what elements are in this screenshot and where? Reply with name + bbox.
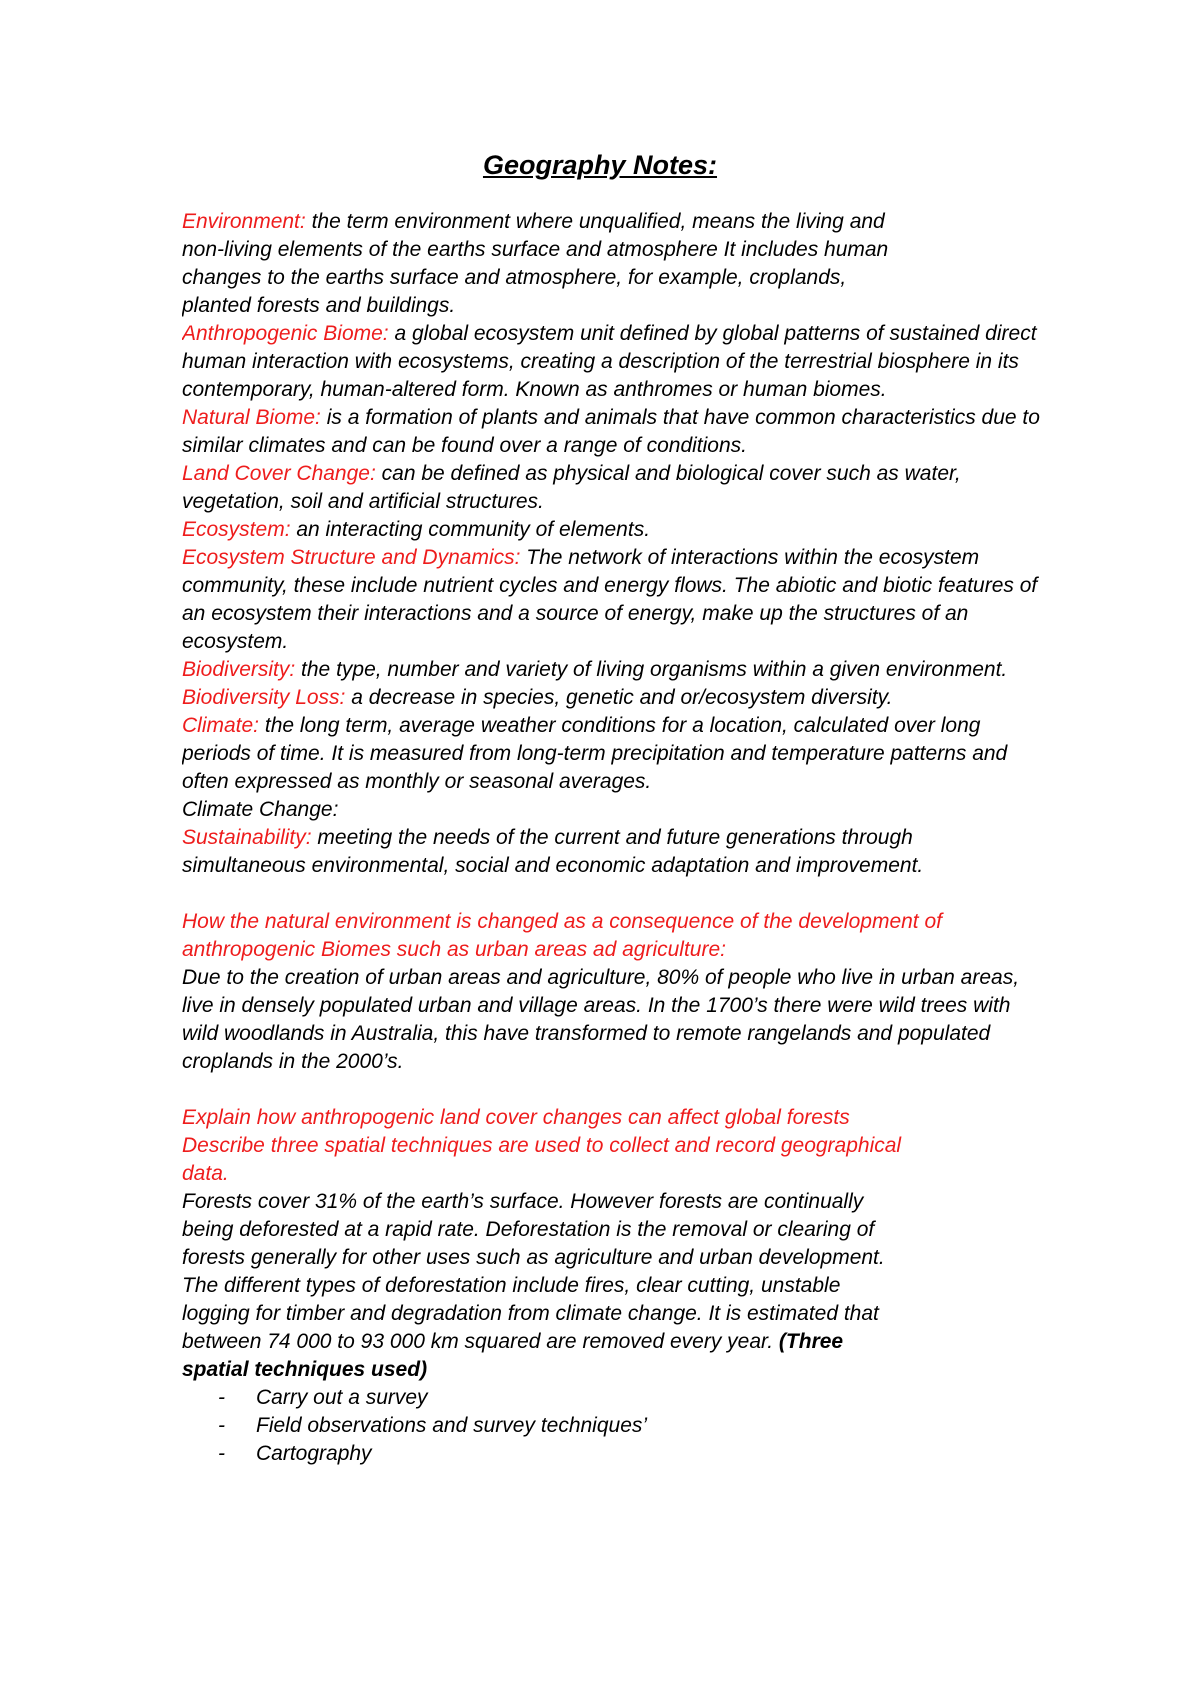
definition-line: human interaction with ecosystems, creating a description of the terrestrial biosphere in its [182, 350, 1019, 373]
body-line: logging for timber and degradation from climate change. It is estimated that [182, 1302, 879, 1325]
definition-term: Ecosystem: [182, 518, 291, 541]
definition-term: Sustainability: [182, 826, 312, 849]
definition-line [182, 208, 1192, 236]
definition-line: simultaneous environmental, social and economic adaptation and improvement. [182, 854, 924, 877]
definition-term: Biodiversity Loss: [182, 686, 346, 709]
definition-text: meeting the needs of the current and future generations through [311, 826, 913, 849]
bold-line: spatial techniques used) [182, 1358, 428, 1381]
body-line: Due to the creation of urban areas and agriculture, 80% of people who live in urban areas, [182, 966, 1020, 989]
body-line: live in densely populated urban and village areas. In the 1700’s there were wild trees with [182, 994, 1011, 1017]
bold-text: (Three [778, 1330, 844, 1353]
section-heading: How the natural environment is changed as a consequence of the development of [182, 910, 942, 933]
definition-line [182, 544, 1192, 572]
paragraph-spacer [182, 880, 1192, 908]
definition-line: planted forests and buildings. [182, 294, 456, 317]
definition-line: periods of time. It is measured from long-term precipitation and temperature patterns and [182, 742, 1008, 765]
definition-line [182, 320, 1192, 348]
bullet-dash: - [218, 1386, 225, 1409]
definition-line: Climate Change: [182, 798, 339, 821]
body-line: Forests cover 31% of the earth’s surface. However forests are continually [182, 1190, 864, 1213]
bullet-dash: - [218, 1442, 225, 1465]
bullet-dash: - [218, 1414, 225, 1437]
section-heading: Explain how anthropogenic land cover changes can affect global forests [182, 1106, 850, 1129]
definition-line [182, 404, 1192, 432]
notes-body [182, 208, 1192, 1468]
definition-line [182, 712, 1192, 740]
list-item [182, 1412, 1192, 1440]
definition-text: the long term, average weather conditions for a location, calculated over long [259, 714, 981, 737]
list-item [182, 1384, 1192, 1412]
definition-term: Anthropogenic Biome: [182, 322, 389, 345]
definition-term: Biodiversity: [182, 658, 296, 681]
body-line: croplands in the 2000’s. [182, 1050, 404, 1073]
definition-term: Environment: [182, 210, 306, 233]
definition-text: can be defined as physical and biological cover such as water, [375, 462, 961, 485]
body-line: forests generally for other uses such as agriculture and urban development. [182, 1246, 885, 1269]
section-heading: Describe three spatial techniques are used to collect and record geographical [182, 1134, 902, 1157]
body-line: The different types of deforestation include fires, clear cutting, unstable [182, 1274, 841, 1297]
definition-line [182, 656, 1192, 684]
paragraph-spacer [182, 1076, 1192, 1104]
definition-text: an interacting community of elements. [290, 518, 651, 541]
page-title: Geography Notes: [482, 150, 718, 180]
body-line: wild woodlands in Australia, this have transformed to remote rangelands and populated [182, 1022, 991, 1045]
definition-text: the type, number and variety of living organisms within a given environment. [295, 658, 1008, 681]
section-heading: anthropogenic Biomes such as urban areas ad agriculture: [182, 938, 726, 961]
definition-line: ecosystem. [182, 630, 289, 653]
definition-text: the term environment where unqualified, means the living and [305, 210, 885, 233]
section-heading: data. [182, 1162, 229, 1185]
definition-line: community, these include nutrient cycles and energy flows. The abiotic and biotic features of [182, 574, 1038, 597]
definition-text: is a formation of plants and animals that have common characteristics due to [320, 406, 1040, 429]
definition-line: changes to the earths surface and atmosphere, for example, croplands, [182, 266, 847, 289]
definition-line [182, 684, 1192, 712]
definition-term: Natural Biome: [182, 406, 321, 429]
definition-line: non-living elements of the earths surface and atmosphere It includes human [182, 238, 889, 261]
definition-line: contemporary, human-altered form. Known as anthromes or human biomes. [182, 378, 887, 401]
definition-text: The network of interactions within the ecosystem [520, 546, 980, 569]
definition-term: Ecosystem Structure and Dynamics: [182, 546, 521, 569]
definition-line: vegetation, soil and artificial structures. [182, 490, 544, 513]
body-line: being deforested at a rapid rate. Deforestation is the removal or clearing of [182, 1218, 875, 1241]
definition-text: a decrease in species, genetic and or/ecosystem diversity. [345, 686, 893, 709]
list-item-text: Carry out a survey [256, 1386, 428, 1409]
list-item-text: Cartography [256, 1442, 372, 1465]
definition-term: Climate: [182, 714, 260, 737]
definition-term: Land Cover Change: [182, 462, 376, 485]
definition-text: a global ecosystem unit defined by global patterns of sustained direct [388, 322, 1037, 345]
list-item-text: Field observations and survey techniques’ [256, 1414, 648, 1437]
definition-line [182, 460, 1192, 488]
definition-line: often expressed as monthly or seasonal averages. [182, 770, 652, 793]
definition-line [182, 824, 1192, 852]
body-line [182, 1328, 1192, 1356]
list-item [182, 1440, 1192, 1468]
definition-line: an ecosystem their interactions and a source of energy, make up the structures of an [182, 602, 969, 625]
body-text: between 74 000 to 93 000 km squared are removed every year. [182, 1330, 779, 1353]
definition-line: similar climates and can be found over a range of conditions. [182, 434, 747, 457]
definition-line [182, 516, 1192, 544]
